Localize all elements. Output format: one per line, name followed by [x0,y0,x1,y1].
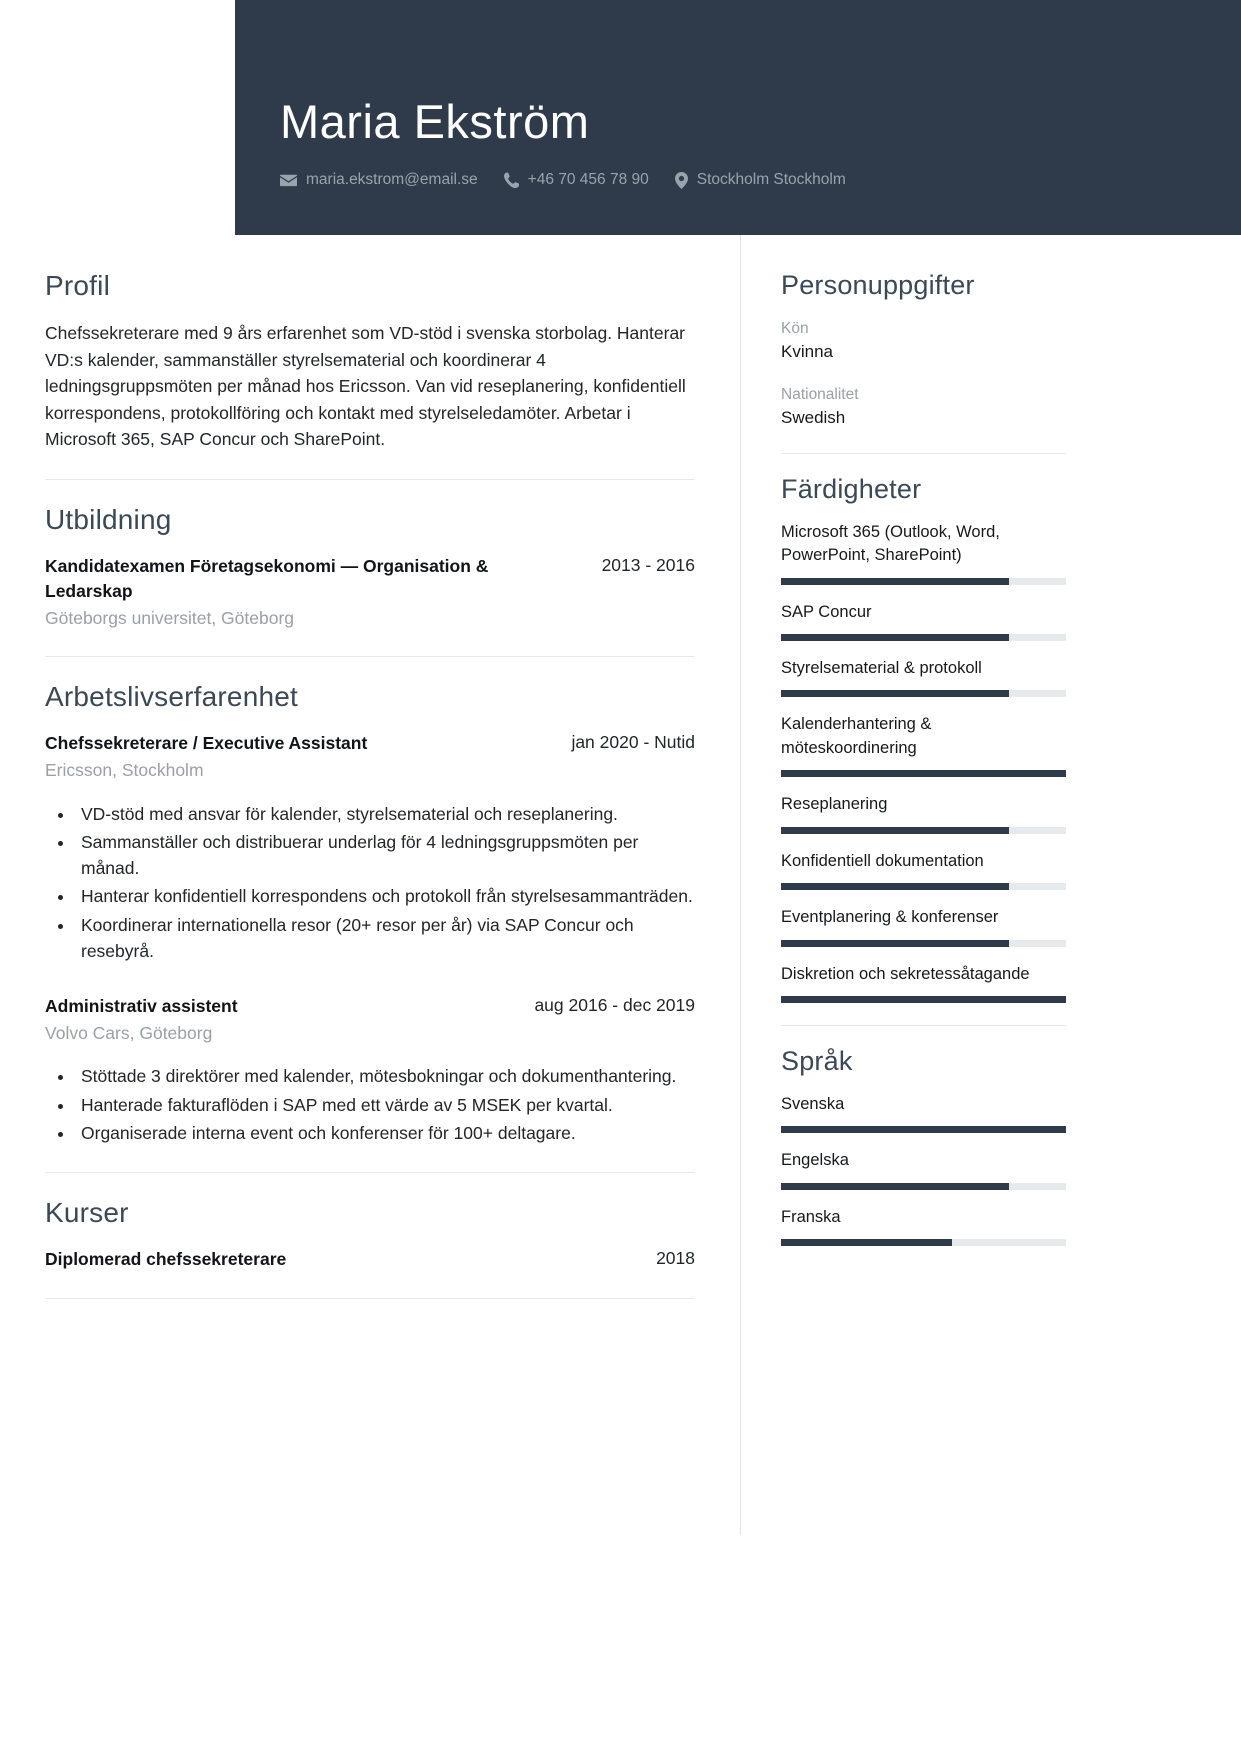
detail-value: Kvinna [781,342,833,362]
languages-heading: Språk [781,1046,853,1076]
experience-date: aug 2016 - dec 2019 [534,995,695,1015]
list-item: • VD-stöd med ansvar för kalender, styrelsematerial och reseplanering. [75,801,695,827]
skill-track [781,996,1066,1003]
skill-item [781,713,1066,777]
list-item: • Koordinerar internationella resor (20+ resor per år) via SAP Concur och resebyrå. [75,912,695,965]
skill-fill [781,770,1066,777]
section-personal-details [781,270,1066,431]
detail-value: Swedish [781,408,846,428]
education-date: 2013 - 2016 [601,554,695,575]
education-entry [45,554,695,630]
divider [781,453,1066,454]
language-fill [781,1126,1066,1133]
skill-fill [781,690,1009,697]
skill-name: Kalenderhantering & möteskoordinering [781,715,932,757]
experience-title: Administrativ assistent [45,996,238,1016]
skill-track [781,827,1066,834]
skill-fill [781,578,1009,585]
skill-track [781,883,1066,890]
section-skills [781,474,1066,1003]
language-fill [781,1183,1009,1190]
skill-fill [781,634,1009,641]
envelope-icon [280,174,297,187]
profile-heading: Profil [45,270,110,301]
main-column [0,235,740,1535]
skill-name: Diskretion och sekretessåtagande [781,964,1030,983]
experience-entry-head [45,731,695,756]
sidebar-column [740,235,1241,1535]
contact-email-text: maria.ekstrom@email.se [306,171,478,189]
experience-date: jan 2020 - Nutid [571,732,695,753]
contact-location-text: Stockholm Stockholm [696,171,846,189]
course-entry-head [45,1247,695,1272]
language-track [781,1183,1066,1190]
skill-fill [781,827,1009,834]
resume-content [0,235,1241,1535]
contact-phone-text: +46 70 456 78 90 [527,171,649,189]
location-pin-icon [675,172,688,189]
detail-label: Kön [781,320,809,337]
skill-track [781,940,1066,947]
skill-item [781,601,1066,641]
language-name: Engelska [781,1151,849,1170]
skill-name: Reseplanering [781,795,888,814]
list-item: • Hanterar konfidentiell korrespondens och protokoll från styrelsesammanträden. [75,883,695,909]
skill-name: Konfidentiell dokumentation [781,851,984,870]
courses-heading: Kurser [45,1197,129,1229]
divider [781,1025,1066,1026]
language-item [781,1149,1066,1189]
skill-name: SAP Concur [781,602,872,621]
skill-item [781,963,1066,1003]
skill-item [781,521,1066,585]
section-languages [781,1046,1066,1246]
detail-label: Nationalitet [781,385,859,403]
list-item: • Hanterade fakturaflöden i SAP med ett värde av 5 MSEK per kvartal. [75,1092,695,1118]
experience-entry [45,731,695,964]
skill-fill [781,996,1066,1003]
experience-bullets [75,1063,695,1146]
divider [45,656,695,657]
skill-fill [781,883,1009,890]
education-title: Kandidatexamen Företagsekonomi — Organisation & Ledarskap [45,555,489,601]
course-title: Diplomerad chefssekreterare [45,1249,287,1270]
experience-bullets [75,801,695,965]
education-heading: Utbildning [45,503,172,535]
education-entry-head [45,554,695,604]
experience-entry-head [45,994,695,1019]
language-name: Franska [781,1207,841,1226]
education-institution: Göteborgs universitet, Göteborg [45,607,295,628]
detail-gender [781,317,1066,365]
experience-entry [45,994,695,1146]
skill-track [781,690,1066,697]
personal-details-heading: Personuppgifter [781,270,975,300]
skill-item [781,850,1066,890]
candidate-name: Maria Ekström [280,95,590,148]
language-fill [781,1239,952,1246]
section-profile [45,270,695,453]
divider [45,479,695,480]
section-experience [45,681,695,1146]
contact-phone [504,171,649,189]
experience-company: Volvo Cars, Göteborg [45,1022,213,1043]
course-entry [45,1247,695,1272]
skill-name: Eventplanering & konferenser [781,908,999,927]
skill-name: Styrelsematerial & protokoll [781,659,982,678]
experience-company: Ericsson, Stockholm [45,760,204,780]
contact-location [675,171,846,189]
section-courses [45,1197,695,1272]
phone-icon [504,172,519,188]
list-item: • Sammanställer och distribuerar underlag för 4 ledningsgruppsmöten per månad. [75,829,695,882]
detail-nationality [781,383,1066,431]
divider [45,1298,695,1299]
language-item [781,1093,1066,1133]
language-name: Svenska [781,1095,845,1113]
skill-track [781,770,1066,777]
list-item: • Organiserade interna event och konferenser för 100+ deltagare. [75,1120,695,1146]
experience-title: Chefssekreterare / Executive Assistant [45,733,368,754]
skill-item [781,906,1066,946]
resume-header [235,0,1241,235]
course-date: 2018 [656,1248,695,1269]
skill-name: Microsoft 365 (Outlook, Word, PowerPoint, SharePoint) [781,522,1000,565]
divider [45,1172,695,1173]
contact-row [280,171,1241,189]
skill-track [781,634,1066,641]
language-track [781,1239,1066,1246]
section-education [45,504,695,630]
skill-item [781,793,1066,833]
skill-item [781,657,1066,697]
list-item: • Stöttade 3 direktörer med kalender, mötesbokningar och dokumenthantering. [75,1063,695,1089]
skill-track [781,578,1066,585]
contact-email [280,171,478,189]
experience-heading: Arbetslivserfarenhet [45,681,299,713]
language-track [781,1126,1066,1133]
profile-text: Chefssekreterare med 9 års erfarenhet som VD-stöd i svenska storbolag. Hanterar VD:s kalender, sammanställer styrelsematerial och koordinerar 4 ledningsgruppsmöten per månad hos Ericsson. Van vid reseplanering, konfidentiell korrespondens, protokollföring och kontakt med styrelseledamöter. Arbetar i Microsoft 365, SAP Concur och SharePoint. [45,323,686,450]
skills-heading: Färdigheter [781,473,922,504]
language-item [781,1206,1066,1246]
skill-fill [781,940,1009,947]
